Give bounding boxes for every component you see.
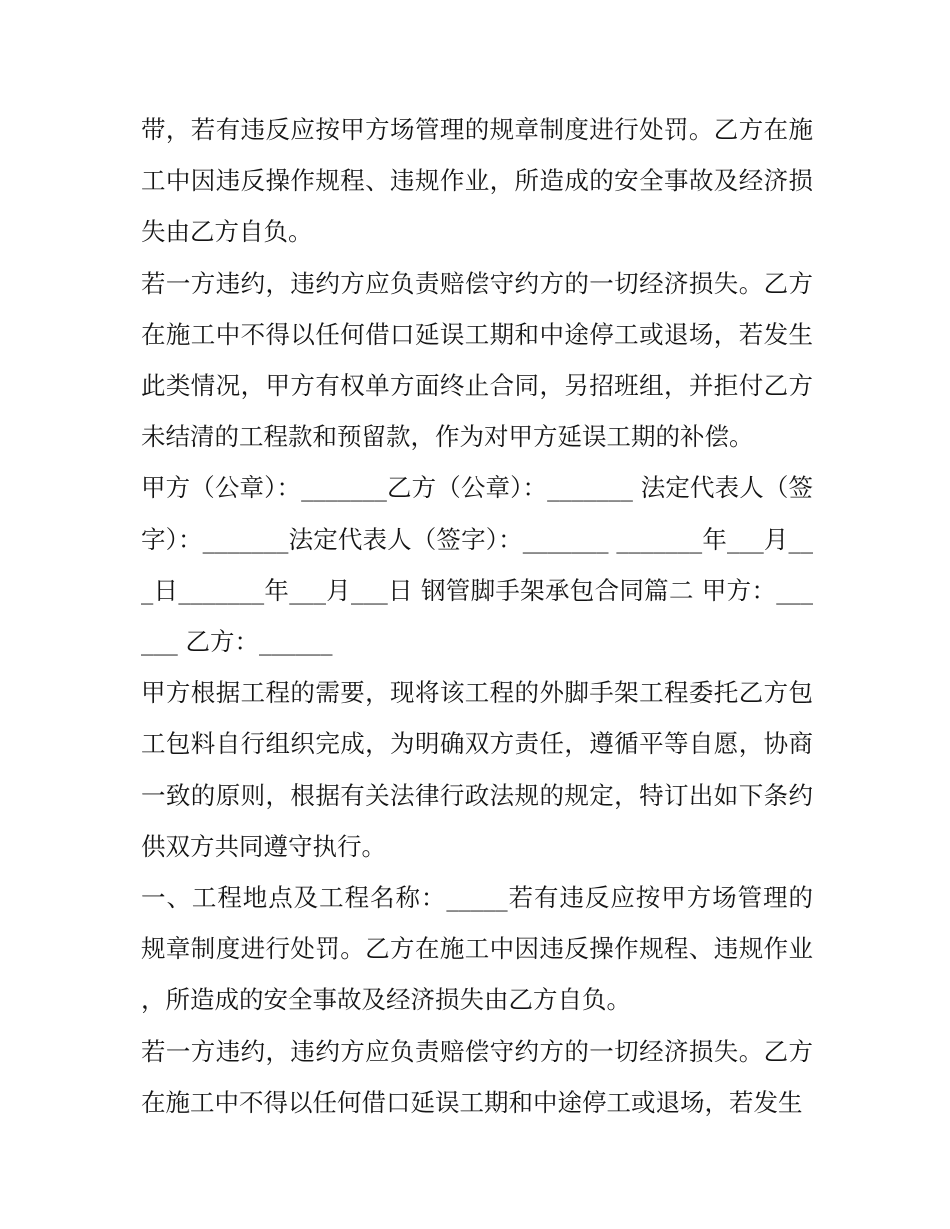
- document-body: [141, 104, 813, 1128]
- paragraph-signature-block: 甲方（公章）：_______乙方（公章）：_______ 法定代表人（签字）：_______法定代表人（签字）：_______ _______年___月___日_______年___月___日 钢管脚手架承包合同篇二 甲方：______ 乙方：______: [141, 473, 813, 657]
- paragraph-breach-compensation-repeat: 若一方违约，违约方应负责赔偿守约方的一切经济损失。乙方在施工中不得以任何借口延误工期和中途停工或退场，若发生: [141, 1036, 813, 1117]
- paragraph-safety-penalty: 带，若有违反应按甲方场管理的规章制度进行处罚。乙方在施工中因违反操作规程、违规作业，所造成的安全事故及经济损失由乙方自负。: [141, 115, 813, 247]
- paragraph-breach-compensation: 若一方违约，违约方应负责赔偿守约方的一切经济损失。乙方在施工中不得以任何借口延误工期和中途停工或退场，若发生此类情况，甲方有权单方面终止合同，另招班组，并拒付乙方未结清的工程款和预留款，作为对甲方延误工期的补偿。: [141, 268, 813, 452]
- paragraph-clause-one: 一、工程地点及工程名称：_____若有违反应按甲方场管理的规章制度进行处罚。乙方在施工中因违反操作规程、违规作业，所造成的安全事故及经济损失由乙方自负。: [141, 883, 813, 1015]
- paragraph-contract-intro: 甲方根据工程的需要，现将该工程的外脚手架工程委托乙方包工包料自行组织完成，为明确双方责任，遵循平等自愿，协商一致的原则，根据有关法律行政法规的规定，特订出如下条约供双方共同遵守执行。: [141, 678, 813, 861]
